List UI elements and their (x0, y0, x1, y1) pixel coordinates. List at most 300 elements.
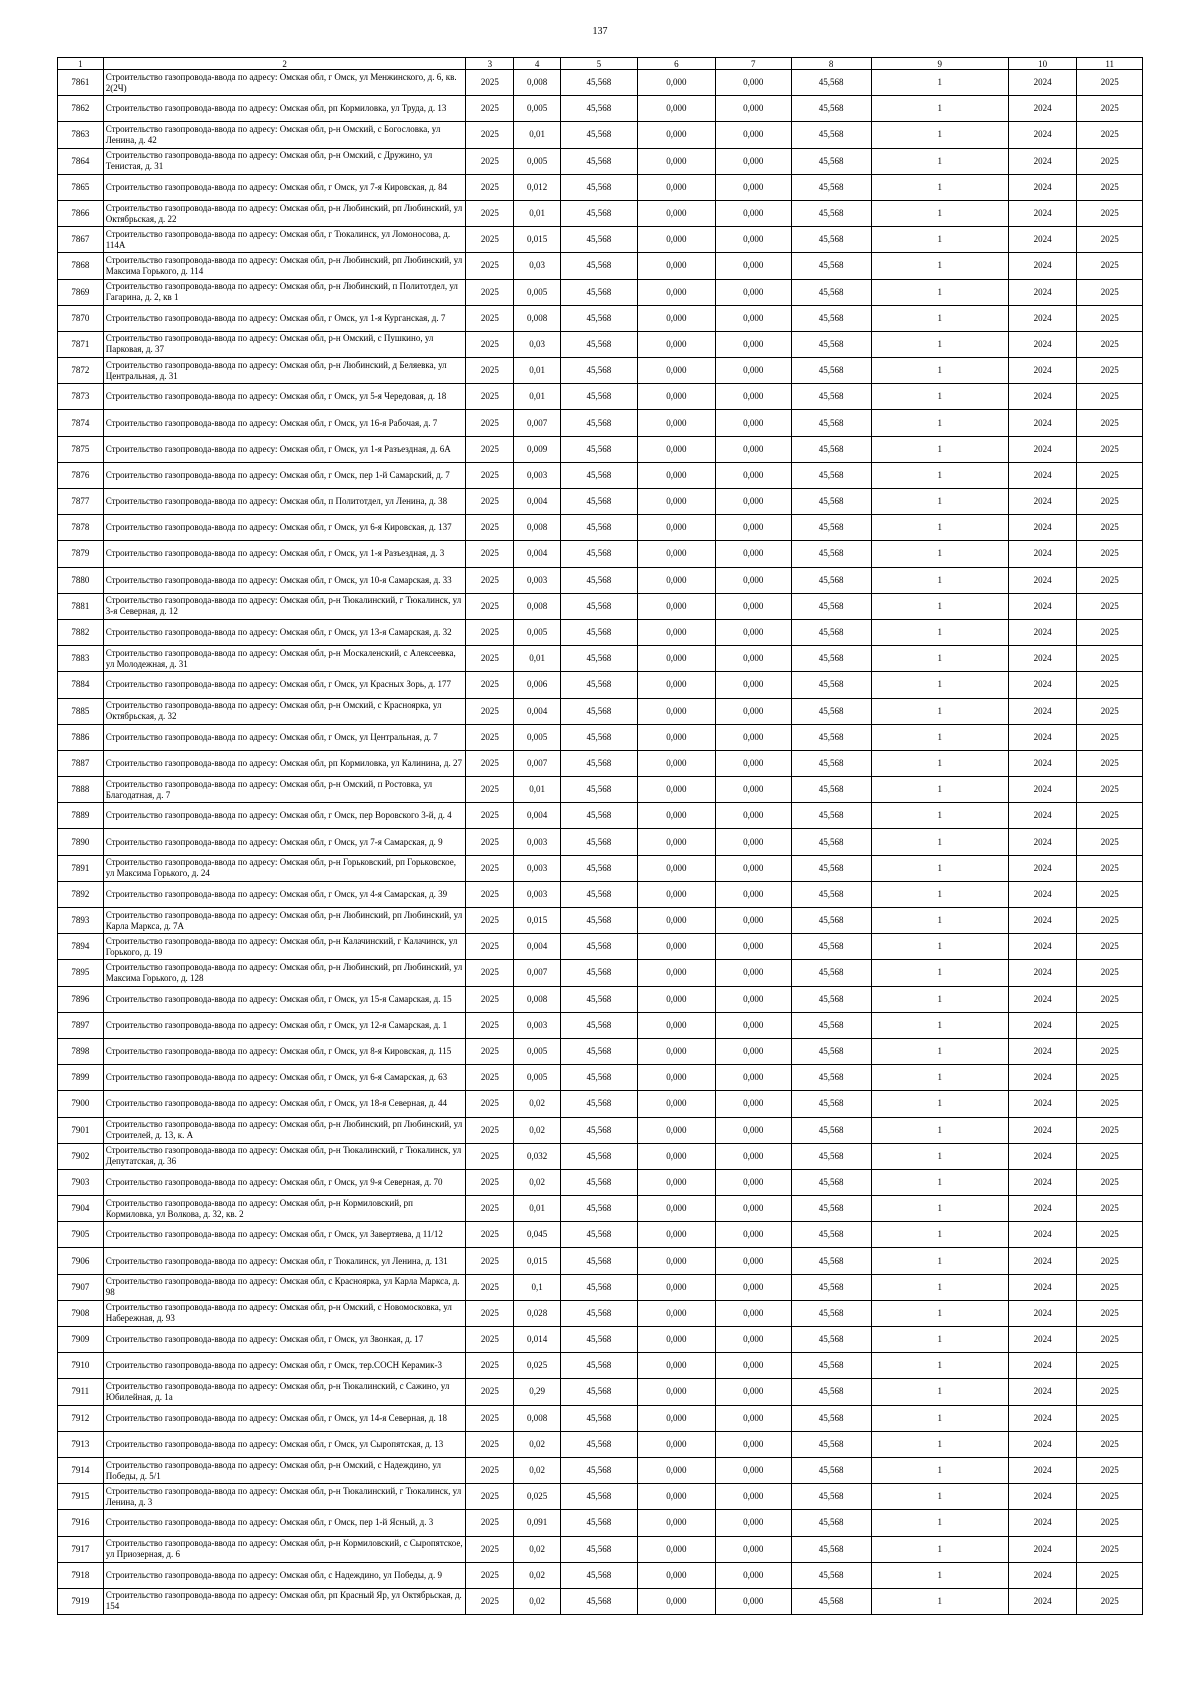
value-col-8: 45,568 (791, 515, 871, 541)
table-row (58, 174, 1143, 200)
value-col-5: 45,568 (560, 148, 637, 174)
table-row (58, 619, 1143, 645)
quantity: 1 (871, 1274, 1008, 1300)
row-number: 7916 (58, 1510, 104, 1536)
year: 2025 (466, 384, 514, 410)
value-col-8: 45,568 (791, 1038, 871, 1064)
value-col-5: 45,568 (560, 384, 637, 410)
length: 0,045 (514, 1222, 561, 1248)
start-year: 2024 (1008, 750, 1077, 776)
finish-year: 2025 (1077, 1405, 1143, 1431)
quantity: 1 (871, 1143, 1008, 1169)
length: 0,01 (514, 200, 561, 226)
quantity: 1 (871, 200, 1008, 226)
value-col-6: 0,000 (637, 1038, 715, 1064)
value-col-5: 45,568 (560, 174, 637, 200)
value-col-7: 0,000 (715, 279, 791, 305)
value-col-7: 0,000 (715, 1143, 791, 1169)
table-row (58, 489, 1143, 515)
start-year: 2024 (1008, 1300, 1077, 1326)
value-col-5: 45,568 (560, 1117, 637, 1143)
object-description: Строительство газопровода-ввода по адресу: Омская обл, р-н Любинский, рп Любинский, ул Карла Маркса, д. 7А (103, 908, 466, 934)
row-number: 7880 (58, 567, 104, 593)
year: 2025 (466, 1562, 514, 1588)
finish-year: 2025 (1077, 1431, 1143, 1457)
start-year: 2024 (1008, 462, 1077, 488)
row-number: 7899 (58, 1065, 104, 1091)
table-row (58, 541, 1143, 567)
value-col-7: 0,000 (715, 829, 791, 855)
value-col-6: 0,000 (637, 305, 715, 331)
start-year: 2024 (1008, 1143, 1077, 1169)
start-year: 2024 (1008, 934, 1077, 960)
row-number: 7907 (58, 1274, 104, 1300)
value-col-8: 45,568 (791, 1300, 871, 1326)
value-col-7: 0,000 (715, 1379, 791, 1405)
value-col-6: 0,000 (637, 384, 715, 410)
value-col-5: 45,568 (560, 986, 637, 1012)
row-number: 7876 (58, 462, 104, 488)
quantity: 1 (871, 881, 1008, 907)
value-col-8: 45,568 (791, 174, 871, 200)
start-year: 2024 (1008, 541, 1077, 567)
table-row (58, 331, 1143, 357)
value-col-7: 0,000 (715, 1012, 791, 1038)
value-col-6: 0,000 (637, 541, 715, 567)
row-number: 7917 (58, 1536, 104, 1562)
year: 2025 (466, 462, 514, 488)
quantity: 1 (871, 1038, 1008, 1064)
value-col-5: 45,568 (560, 1484, 637, 1510)
value-col-5: 45,568 (560, 305, 637, 331)
finish-year: 2025 (1077, 750, 1143, 776)
quantity: 1 (871, 855, 1008, 881)
object-description: Строительство газопровода-ввода по адресу: Омская обл, г Омск, ул 7-я Кировская, д. 84 (103, 174, 466, 200)
start-year: 2024 (1008, 960, 1077, 986)
value-col-6: 0,000 (637, 1327, 715, 1353)
row-number: 7886 (58, 724, 104, 750)
value-col-8: 45,568 (791, 1588, 871, 1614)
value-col-6: 0,000 (637, 1222, 715, 1248)
value-col-6: 0,000 (637, 1248, 715, 1274)
value-col-5: 45,568 (560, 1405, 637, 1431)
table-row (58, 122, 1143, 148)
value-col-5: 45,568 (560, 200, 637, 226)
start-year: 2024 (1008, 803, 1077, 829)
quantity: 1 (871, 646, 1008, 672)
finish-year: 2025 (1077, 96, 1143, 122)
quantity: 1 (871, 698, 1008, 724)
start-year: 2024 (1008, 358, 1077, 384)
quantity: 1 (871, 489, 1008, 515)
row-number: 7913 (58, 1431, 104, 1457)
quantity: 1 (871, 1562, 1008, 1588)
object-description: Строительство газопровода-ввода по адресу: Омская обл, г Омск, ул 18-я Северная, д. 44 (103, 1091, 466, 1117)
quantity: 1 (871, 305, 1008, 331)
value-col-6: 0,000 (637, 462, 715, 488)
year: 2025 (466, 1431, 514, 1457)
value-col-6: 0,000 (637, 567, 715, 593)
column-number: 4 (514, 58, 561, 70)
value-col-8: 45,568 (791, 855, 871, 881)
object-description: Строительство газопровода-ввода по адресу: Омская обл, г Омск, ул Центральная, д. 7 (103, 724, 466, 750)
start-year: 2024 (1008, 829, 1077, 855)
year: 2025 (466, 436, 514, 462)
length: 0,025 (514, 1353, 561, 1379)
year: 2025 (466, 1196, 514, 1222)
year: 2025 (466, 541, 514, 567)
row-number: 7887 (58, 750, 104, 776)
row-number: 7872 (58, 358, 104, 384)
finish-year: 2025 (1077, 567, 1143, 593)
table-row (58, 1274, 1143, 1300)
year: 2025 (466, 148, 514, 174)
object-description: Строительство газопровода-ввода по адресу: Омская обл, р-н Кормиловский, с Сыропятское, ул Приозерная, д. 6 (103, 1536, 466, 1562)
start-year: 2024 (1008, 279, 1077, 305)
row-number: 7879 (58, 541, 104, 567)
value-col-6: 0,000 (637, 1562, 715, 1588)
length: 0,01 (514, 384, 561, 410)
quantity: 1 (871, 1012, 1008, 1038)
row-number: 7882 (58, 619, 104, 645)
finish-year: 2025 (1077, 619, 1143, 645)
finish-year: 2025 (1077, 829, 1143, 855)
value-col-7: 0,000 (715, 777, 791, 803)
value-col-6: 0,000 (637, 960, 715, 986)
value-col-8: 45,568 (791, 750, 871, 776)
row-number: 7911 (58, 1379, 104, 1405)
year: 2025 (466, 619, 514, 645)
value-col-8: 45,568 (791, 410, 871, 436)
value-col-7: 0,000 (715, 200, 791, 226)
year: 2025 (466, 96, 514, 122)
finish-year: 2025 (1077, 1300, 1143, 1326)
value-col-5: 45,568 (560, 541, 637, 567)
value-col-5: 45,568 (560, 279, 637, 305)
value-col-8: 45,568 (791, 908, 871, 934)
object-description: Строительство газопровода-ввода по адресу: Омская обл, с Надеждино, ул Победы, д. 9 (103, 1562, 466, 1588)
value-col-6: 0,000 (637, 1353, 715, 1379)
row-number: 7884 (58, 672, 104, 698)
length: 0,004 (514, 803, 561, 829)
object-description: Строительство газопровода-ввода по адресу: Омская обл, г Омск, пер 1-й Самарский, д. 7 (103, 462, 466, 488)
value-col-8: 45,568 (791, 305, 871, 331)
length: 0,003 (514, 567, 561, 593)
start-year: 2024 (1008, 1405, 1077, 1431)
length: 0,025 (514, 1484, 561, 1510)
table-row (58, 1484, 1143, 1510)
length: 0,01 (514, 358, 561, 384)
value-col-8: 45,568 (791, 1457, 871, 1483)
year: 2025 (466, 1484, 514, 1510)
start-year: 2024 (1008, 174, 1077, 200)
value-col-6: 0,000 (637, 1405, 715, 1431)
value-col-8: 45,568 (791, 1169, 871, 1195)
value-col-5: 45,568 (560, 646, 637, 672)
length: 0,014 (514, 1327, 561, 1353)
length: 0,003 (514, 855, 561, 881)
quantity: 1 (871, 593, 1008, 619)
table-row (58, 934, 1143, 960)
finish-year: 2025 (1077, 331, 1143, 357)
value-col-5: 45,568 (560, 436, 637, 462)
value-col-5: 45,568 (560, 96, 637, 122)
value-col-8: 45,568 (791, 331, 871, 357)
quantity: 1 (871, 148, 1008, 174)
value-col-6: 0,000 (637, 358, 715, 384)
column-number: 1 (58, 58, 104, 70)
finish-year: 2025 (1077, 1327, 1143, 1353)
table-row (58, 1353, 1143, 1379)
finish-year: 2025 (1077, 148, 1143, 174)
value-col-6: 0,000 (637, 803, 715, 829)
table-row (58, 1248, 1143, 1274)
length: 0,005 (514, 1038, 561, 1064)
finish-year: 2025 (1077, 1091, 1143, 1117)
length: 0,012 (514, 174, 561, 200)
object-description: Строительство газопровода-ввода по адресу: Омская обл, г Омск, ул 1-я Разъездная, д. 3 (103, 541, 466, 567)
year: 2025 (466, 1457, 514, 1483)
quantity: 1 (871, 934, 1008, 960)
start-year: 2024 (1008, 384, 1077, 410)
value-col-5: 45,568 (560, 1457, 637, 1483)
start-year: 2024 (1008, 1169, 1077, 1195)
table-row (58, 436, 1143, 462)
finish-year: 2025 (1077, 384, 1143, 410)
column-number: 5 (560, 58, 637, 70)
value-col-8: 45,568 (791, 1431, 871, 1457)
table-row (58, 1536, 1143, 1562)
value-col-6: 0,000 (637, 829, 715, 855)
finish-year: 2025 (1077, 1143, 1143, 1169)
year: 2025 (466, 1143, 514, 1169)
value-col-8: 45,568 (791, 934, 871, 960)
length: 0,008 (514, 593, 561, 619)
year: 2025 (466, 174, 514, 200)
finish-year: 2025 (1077, 1117, 1143, 1143)
object-description: Строительство газопровода-ввода по адресу: Омская обл, г Тюкалинск, ул Ленина, д. 131 (103, 1248, 466, 1274)
value-col-8: 45,568 (791, 1196, 871, 1222)
table-row (58, 1300, 1143, 1326)
value-col-6: 0,000 (637, 593, 715, 619)
row-number: 7873 (58, 384, 104, 410)
value-col-7: 0,000 (715, 305, 791, 331)
value-col-6: 0,000 (637, 96, 715, 122)
year: 2025 (466, 515, 514, 541)
table-row (58, 1405, 1143, 1431)
value-col-5: 45,568 (560, 1431, 637, 1457)
length: 0,008 (514, 986, 561, 1012)
year: 2025 (466, 881, 514, 907)
object-description: Строительство газопровода-ввода по адресу: Омская обл, г Омск, ул 6-я Кировская, д. 137 (103, 515, 466, 541)
finish-year: 2025 (1077, 881, 1143, 907)
finish-year: 2025 (1077, 1012, 1143, 1038)
value-col-8: 45,568 (791, 881, 871, 907)
value-col-5: 45,568 (560, 1038, 637, 1064)
value-col-6: 0,000 (637, 1274, 715, 1300)
table-row (58, 1012, 1143, 1038)
value-col-5: 45,568 (560, 1196, 637, 1222)
row-number: 7901 (58, 1117, 104, 1143)
start-year: 2024 (1008, 1510, 1077, 1536)
start-year: 2024 (1008, 1588, 1077, 1614)
row-number: 7864 (58, 148, 104, 174)
table-row (58, 1169, 1143, 1195)
column-number: 2 (103, 58, 466, 70)
value-col-5: 45,568 (560, 1562, 637, 1588)
value-col-7: 0,000 (715, 908, 791, 934)
object-description: Строительство газопровода-ввода по адресу: Омская обл, р-н Кормиловский, рп Кормиловка, ул Волкова, д. 32, кв. 2 (103, 1196, 466, 1222)
table-row (58, 1065, 1143, 1091)
value-col-5: 45,568 (560, 489, 637, 515)
row-number: 7893 (58, 908, 104, 934)
finish-year: 2025 (1077, 122, 1143, 148)
start-year: 2024 (1008, 646, 1077, 672)
value-col-6: 0,000 (637, 1484, 715, 1510)
table-row (58, 1431, 1143, 1457)
value-col-6: 0,000 (637, 698, 715, 724)
value-col-6: 0,000 (637, 1431, 715, 1457)
table-row (58, 305, 1143, 331)
table-row (58, 515, 1143, 541)
value-col-5: 45,568 (560, 960, 637, 986)
quantity: 1 (871, 358, 1008, 384)
length: 0,008 (514, 70, 561, 96)
object-description: Строительство газопровода-ввода по адресу: Омская обл, с Красноярка, ул Карла Маркса, д. 98 (103, 1274, 466, 1300)
table-row (58, 881, 1143, 907)
value-col-8: 45,568 (791, 1143, 871, 1169)
length: 0,091 (514, 1510, 561, 1536)
object-description: Строительство газопровода-ввода по адресу: Омская обл, г Омск, ул 8-я Кировская, д. 115 (103, 1038, 466, 1064)
quantity: 1 (871, 619, 1008, 645)
value-col-5: 45,568 (560, 1536, 637, 1562)
finish-year: 2025 (1077, 724, 1143, 750)
quantity: 1 (871, 1536, 1008, 1562)
value-col-7: 0,000 (715, 331, 791, 357)
value-col-5: 45,568 (560, 122, 637, 148)
value-col-7: 0,000 (715, 960, 791, 986)
value-col-5: 45,568 (560, 1143, 637, 1169)
value-col-8: 45,568 (791, 1510, 871, 1536)
finish-year: 2025 (1077, 1065, 1143, 1091)
value-col-8: 45,568 (791, 698, 871, 724)
value-col-7: 0,000 (715, 855, 791, 881)
value-col-5: 45,568 (560, 1248, 637, 1274)
object-description: Строительство газопровода-ввода по адресу: Омская обл, г Омск, ул 13-я Самарская, д. 32 (103, 619, 466, 645)
value-col-7: 0,000 (715, 881, 791, 907)
value-col-6: 0,000 (637, 331, 715, 357)
quantity: 1 (871, 1510, 1008, 1536)
year: 2025 (466, 200, 514, 226)
finish-year: 2025 (1077, 1038, 1143, 1064)
value-col-6: 0,000 (637, 227, 715, 253)
value-col-7: 0,000 (715, 462, 791, 488)
length: 0,008 (514, 305, 561, 331)
value-col-5: 45,568 (560, 908, 637, 934)
length: 0,02 (514, 1588, 561, 1614)
quantity: 1 (871, 829, 1008, 855)
row-number: 7868 (58, 253, 104, 279)
table-row (58, 672, 1143, 698)
start-year: 2024 (1008, 855, 1077, 881)
value-col-5: 45,568 (560, 934, 637, 960)
table-row (58, 593, 1143, 619)
quantity: 1 (871, 1091, 1008, 1117)
start-year: 2024 (1008, 1379, 1077, 1405)
finish-year: 2025 (1077, 1248, 1143, 1274)
table-row (58, 200, 1143, 226)
value-col-8: 45,568 (791, 803, 871, 829)
object-description: Строительство газопровода-ввода по адресу: Омская обл, г Омск, ул Звонкая, д. 17 (103, 1327, 466, 1353)
length: 0,01 (514, 777, 561, 803)
value-col-7: 0,000 (715, 174, 791, 200)
table-row (58, 567, 1143, 593)
value-col-7: 0,000 (715, 1038, 791, 1064)
table-row (58, 646, 1143, 672)
start-year: 2024 (1008, 908, 1077, 934)
value-col-8: 45,568 (791, 148, 871, 174)
start-year: 2024 (1008, 515, 1077, 541)
start-year: 2024 (1008, 331, 1077, 357)
object-description: Строительство газопровода-ввода по адресу: Омская обл, г Омск, пер 1-й Ясный, д. 3 (103, 1510, 466, 1536)
value-col-5: 45,568 (560, 855, 637, 881)
value-col-8: 45,568 (791, 96, 871, 122)
quantity: 1 (871, 1405, 1008, 1431)
column-number: 10 (1008, 58, 1077, 70)
value-col-5: 45,568 (560, 253, 637, 279)
year: 2025 (466, 1588, 514, 1614)
table-row (58, 1038, 1143, 1064)
column-number: 3 (466, 58, 514, 70)
quantity: 1 (871, 803, 1008, 829)
quantity: 1 (871, 1248, 1008, 1274)
length: 0,004 (514, 934, 561, 960)
start-year: 2024 (1008, 724, 1077, 750)
year: 2025 (466, 1379, 514, 1405)
table-row (58, 462, 1143, 488)
length: 0,1 (514, 1274, 561, 1300)
value-col-5: 45,568 (560, 593, 637, 619)
length: 0,003 (514, 462, 561, 488)
value-col-8: 45,568 (791, 384, 871, 410)
object-description: Строительство газопровода-ввода по адресу: Омская обл, г Омск, ул 16-я Рабочая, д. 7 (103, 410, 466, 436)
value-col-8: 45,568 (791, 672, 871, 698)
quantity: 1 (871, 1065, 1008, 1091)
value-col-6: 0,000 (637, 1457, 715, 1483)
length: 0,006 (514, 672, 561, 698)
row-number: 7914 (58, 1457, 104, 1483)
year: 2025 (466, 986, 514, 1012)
length: 0,005 (514, 96, 561, 122)
finish-year: 2025 (1077, 358, 1143, 384)
table-row (58, 1457, 1143, 1483)
row-number: 7862 (58, 96, 104, 122)
value-col-7: 0,000 (715, 1327, 791, 1353)
value-col-8: 45,568 (791, 777, 871, 803)
table-row (58, 1588, 1143, 1614)
quantity: 1 (871, 227, 1008, 253)
value-col-5: 45,568 (560, 1300, 637, 1326)
value-col-6: 0,000 (637, 1588, 715, 1614)
object-description: Строительство газопровода-ввода по адресу: Омская обл, р-н Калачинский, г Калачинск, ул Горького, д. 19 (103, 934, 466, 960)
table-row (58, 410, 1143, 436)
value-col-7: 0,000 (715, 986, 791, 1012)
year: 2025 (466, 1169, 514, 1195)
year: 2025 (466, 358, 514, 384)
column-number: 7 (715, 58, 791, 70)
object-description: Строительство газопровода-ввода по адресу: Омская обл, рп Кормиловка, ул Калинина, д. 27 (103, 750, 466, 776)
row-number: 7867 (58, 227, 104, 253)
